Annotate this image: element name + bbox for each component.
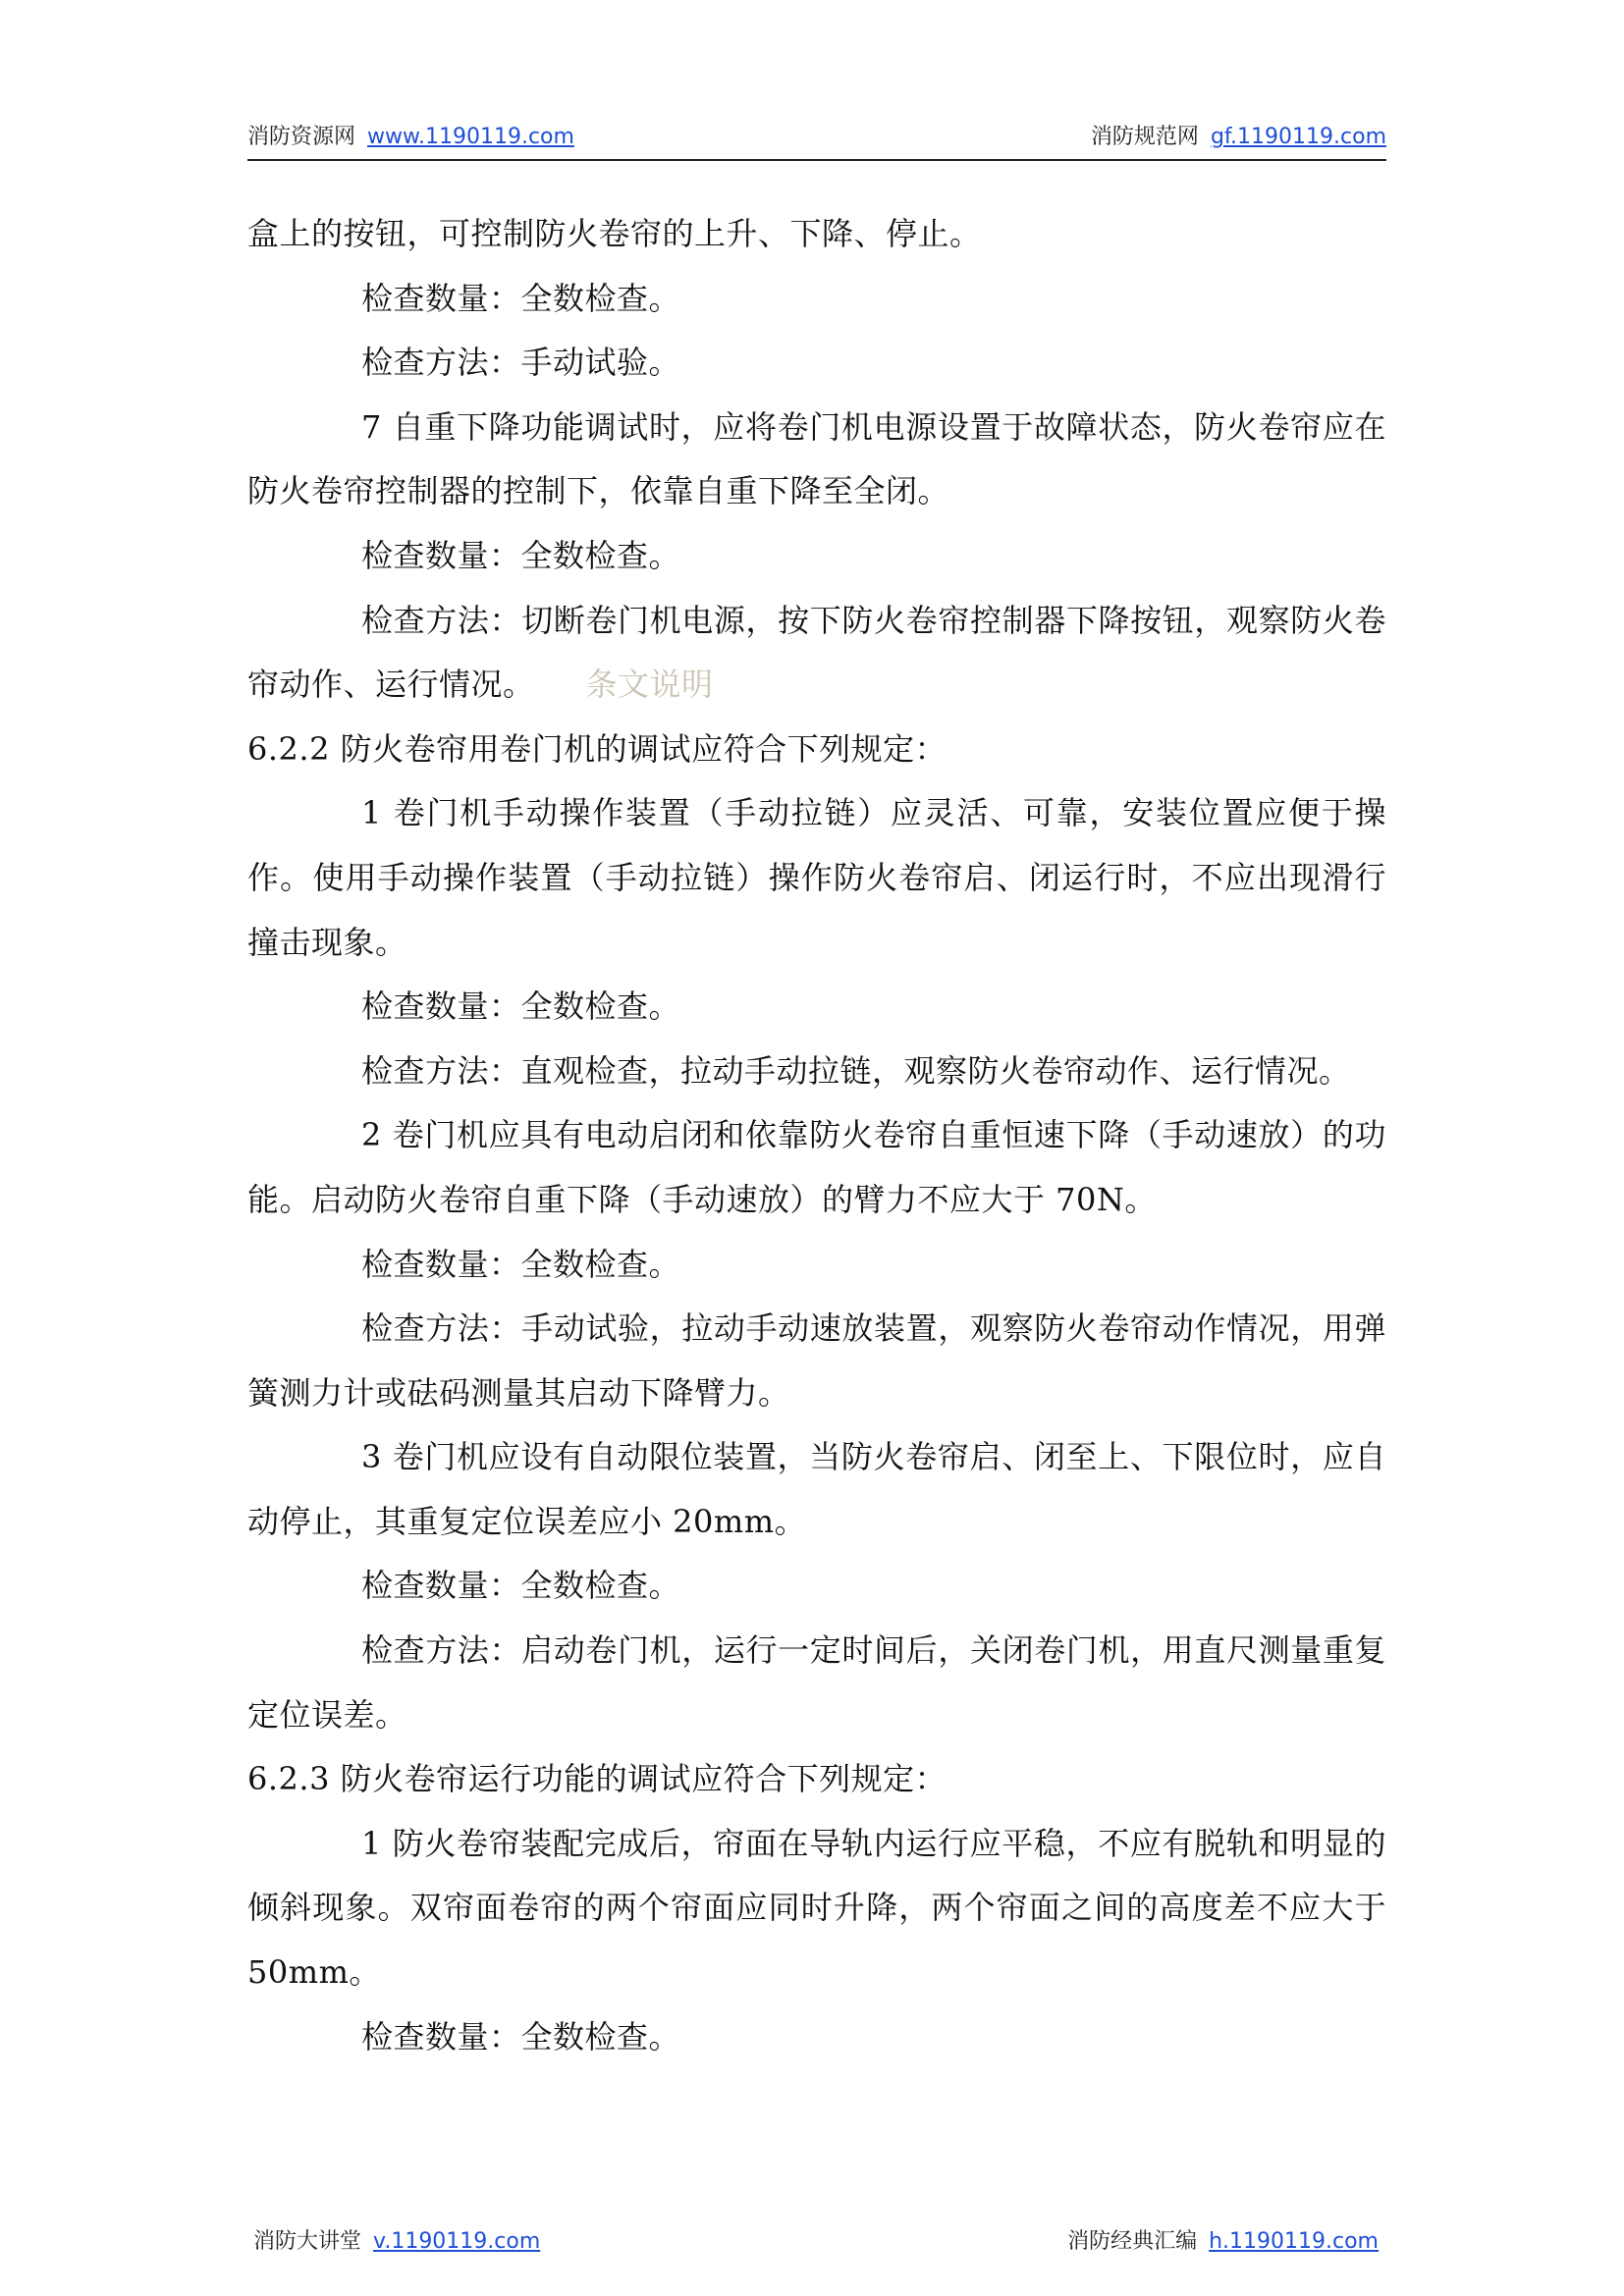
paragraph: 检查数量：全数检查。 — [361, 536, 681, 574]
page-footer — [247, 2220, 1386, 2264]
header-right-label: 消防规范网 — [1090, 125, 1199, 149]
paragraph: 检查数量：全数检查。 — [361, 2017, 681, 2056]
paragraph: 2 卷门机应具有电动启闭和依靠防火卷帘自重恒速下降（手动速放）的功能。启动防火卷帘自重下降（手动速放）的臂力不应大于 70N。 — [247, 1116, 1386, 1218]
header-left — [247, 120, 574, 150]
header-left-label: 消防资源网 — [247, 125, 356, 149]
section-heading: 6.2.3 防火卷帘运行功能的调试应符合下列规定： — [247, 1760, 947, 1798]
paragraph: 检查方法：启动卷门机，运行一定时间后，关闭卷门机，用直尺测量重复定位误差。 — [247, 1631, 1386, 1734]
footer-right — [1067, 2224, 1379, 2255]
header-right — [1091, 120, 1386, 150]
paragraph: 检查方法：手动试验，拉动手动速放装置，观察防火卷帘动作情况，用弹簧测力计或砝码测量其启动下降臂力。 — [247, 1309, 1386, 1412]
paragraph: 1 防火卷帘装配完成后，帘面在导轨内运行应平稳，不应有脱轨和明显的倾斜现象。双帘面卷帘的两个帘面应同时升降，两个帘面之间的高度差不应大于 50mm。 — [247, 1824, 1386, 1992]
footer-right-label: 消防经典汇编 — [1067, 2229, 1198, 2254]
paragraph-with-link — [247, 589, 1386, 718]
section-heading: 6.2.2 防火卷帘用卷门机的调试应符合下列规定： — [247, 729, 947, 768]
footer-left — [253, 2224, 540, 2255]
page-header — [247, 116, 1386, 161]
paragraph: 检查数量：全数检查。 — [361, 1245, 681, 1283]
footer-right-link[interactable]: h.1190119.com — [1209, 2229, 1379, 2254]
paragraph-text: 检查方法：切断卷门机电源，按下防火卷帘控制器下降按钮，观察防火卷帘动作、运行情况。 — [247, 601, 1386, 704]
paragraph: 检查数量：全数检查。 — [361, 279, 681, 317]
paragraph: 检查方法：手动试验。 — [361, 344, 681, 382]
footer-left-label: 消防大讲堂 — [253, 2229, 362, 2254]
clause-explanation-link[interactable]: 条文说明 — [585, 666, 714, 704]
paragraph: 检查数量：全数检查。 — [361, 1567, 681, 1605]
document-body — [247, 202, 1386, 2069]
paragraph: 检查数量：全数检查。 — [361, 988, 681, 1026]
paragraph: 7 自重下降功能调试时，应将卷门机电源设置于故障状态，防火卷帘应在防火卷帘控制器的控制下，依靠自重下降至全闭。 — [247, 407, 1386, 510]
header-right-link[interactable]: gf.1190119.com — [1210, 125, 1386, 149]
paragraph: 1 卷门机手动操作装置（手动拉链）应灵活、可靠，安装位置应便于操作。使用手动操作装置（手动拉链）操作防火卷帘启、闭运行时，不应出现滑行撞击现象。 — [247, 794, 1386, 961]
paragraph: 3 卷门机应设有自动限位装置，当防火卷帘启、闭至上、下限位时，应自动停止，其重复定位误差应小 20mm。 — [247, 1438, 1386, 1540]
paragraph: 检查方法：直观检查，拉动手动拉链，观察防火卷帘动作、运行情况。 — [361, 1051, 1351, 1090]
paragraph: 盒上的按钮，可控制防火卷帘的上升、下降、停止。 — [247, 215, 982, 252]
footer-left-link[interactable]: v.1190119.com — [373, 2229, 541, 2254]
header-left-link[interactable]: www.1190119.com — [367, 125, 574, 149]
